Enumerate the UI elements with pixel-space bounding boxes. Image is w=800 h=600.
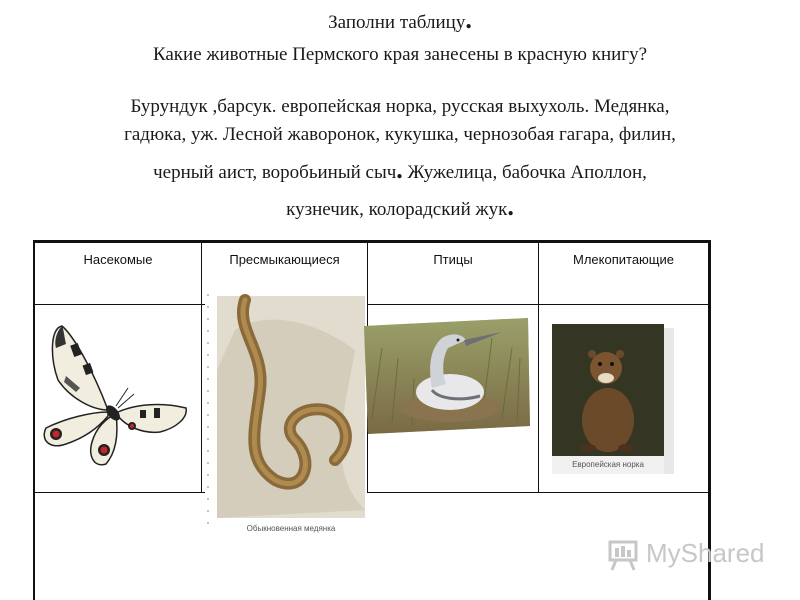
animals-line-3: [0, 155, 800, 184]
animals-line-1: Бурундук ,барсук. европейская норка, русская выхухоль. Медянка,: [130, 96, 670, 117]
animals-line-4-dot: .: [507, 192, 514, 221]
watermark-text: MyShared: [646, 538, 765, 568]
table-col-divider-3: [538, 240, 539, 493]
table-row-divider: [33, 492, 710, 493]
header-mammals: Млекопитающие: [573, 252, 674, 267]
animals-line-3a: черный аист, воробьиный сыч: [153, 162, 397, 183]
animals-line-2: гадюка, уж. Лесной жаворонок, кукушка, чернозобая гагара, филин,: [124, 124, 676, 145]
animals-line-3-dot: .: [396, 155, 403, 184]
myshared-watermark: [606, 534, 766, 574]
bird-icon: [362, 318, 532, 434]
table-left-border: [33, 240, 35, 600]
animals-line-3b: Жужелица, бабочка Аполлон,: [407, 162, 647, 183]
header-insects: Насекомые: [83, 252, 153, 267]
mink-icon: [552, 324, 674, 474]
copperhead-snake-image: [205, 290, 367, 540]
presentation-board-icon: [606, 536, 642, 572]
question-text: Какие животные Пермского края занесены в красную книгу?: [152, 44, 648, 65]
task-title: [0, 5, 800, 34]
table-col-divider-1: [201, 240, 202, 493]
animals-line-4-text: кузнечик, колорадский жук: [286, 199, 508, 220]
butterfly-apollo-image: [36, 318, 188, 470]
header-reptiles: Пресмыкающиеся: [229, 252, 340, 267]
table-header-divider: [33, 304, 710, 305]
header-birds: Птицы: [433, 252, 473, 267]
task-title-text: Заполни таблицу: [328, 12, 466, 33]
animals-line-4: [0, 192, 800, 221]
snake-icon: [205, 290, 367, 540]
table-top-border: [33, 240, 710, 243]
snake-caption: Обыкновенная медянка: [246, 524, 336, 533]
butterfly-icon: [36, 318, 188, 470]
loon-bird-image: [362, 318, 532, 434]
mink-caption: Европейская норка: [572, 460, 644, 469]
task-title-dot: .: [465, 5, 472, 34]
european-mink-image: [552, 324, 674, 474]
